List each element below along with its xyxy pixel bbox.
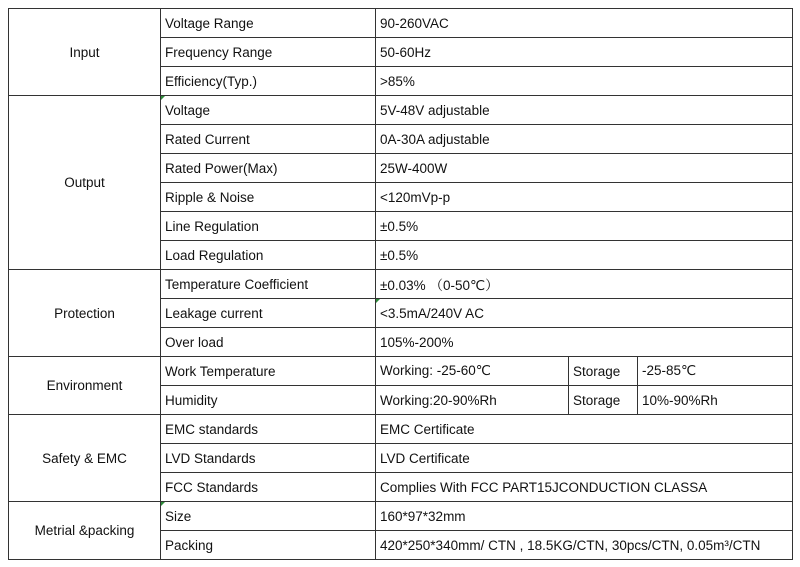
- spec-value: >85%: [376, 67, 793, 96]
- spec-name: Leakage current: [161, 299, 376, 328]
- spec-value: Working: -25-60℃: [376, 357, 569, 386]
- spec-value: <3.5mA/240V AC: [376, 299, 793, 328]
- spec-value: 50-60Hz: [376, 38, 793, 67]
- spec-value: LVD Certificate: [376, 444, 793, 473]
- spec-row: [9, 270, 793, 299]
- spec-value: 160*97*32mm: [376, 502, 793, 531]
- spec-name: Packing: [161, 531, 376, 560]
- spec-value: EMC Certificate: [376, 415, 793, 444]
- spec-value: ±0.03% （0-50℃）: [376, 270, 793, 299]
- spec-name: LVD Standards: [161, 444, 376, 473]
- group-label-input: Input: [9, 9, 161, 96]
- spec-name: Voltage Range: [161, 9, 376, 38]
- spec-value: Working:20-90%Rh: [376, 386, 569, 415]
- spec-row: [9, 9, 793, 38]
- spec-name: EMC standards: [161, 415, 376, 444]
- spec-value: 25W-400W: [376, 154, 793, 183]
- group-label-environment: Environment: [9, 357, 161, 415]
- spec-name: Voltage: [161, 96, 376, 125]
- spec-value: Complies With FCC PART15JCONDUCTION CLASSA: [376, 473, 793, 502]
- spec-name: Rated Current: [161, 125, 376, 154]
- spec-name: FCC Standards: [161, 473, 376, 502]
- spec-row: [9, 415, 793, 444]
- spec-value: 420*250*340mm/ CTN , 18.5KG/CTN, 30pcs/CTN, 0.05m³/CTN: [376, 531, 793, 560]
- spec-name: Humidity: [161, 386, 376, 415]
- spec-name: Rated Power(Max): [161, 154, 376, 183]
- group-label-safety: Safety & EMC: [9, 415, 161, 502]
- spec-row: [9, 357, 793, 386]
- spec-name: Load Regulation: [161, 241, 376, 270]
- spec-sub-label: Storage: [569, 386, 638, 415]
- spec-value: <120mVp-p: [376, 183, 793, 212]
- spec-name: Frequency Range: [161, 38, 376, 67]
- spec-value: ±0.5%: [376, 212, 793, 241]
- spec-name: Ripple & Noise: [161, 183, 376, 212]
- spec-sub-label: Storage: [569, 357, 638, 386]
- spec-sub-value: 10%-90%Rh: [638, 386, 793, 415]
- group-label-output: Output: [9, 96, 161, 270]
- spec-row: [9, 502, 793, 531]
- spec-name: Line Regulation: [161, 212, 376, 241]
- spec-name: Efficiency(Typ.): [161, 67, 376, 96]
- spec-name: Temperature Coefficient: [161, 270, 376, 299]
- spec-name: Work Temperature: [161, 357, 376, 386]
- spec-value: ±0.5%: [376, 241, 793, 270]
- spec-sub-value: -25-85℃: [638, 357, 793, 386]
- spec-table: [8, 8, 793, 560]
- spec-name: Over load: [161, 328, 376, 357]
- spec-value: 105%-200%: [376, 328, 793, 357]
- spec-row: [9, 96, 793, 125]
- spec-value: 0A-30A adjustable: [376, 125, 793, 154]
- spec-value: 5V-48V adjustable: [376, 96, 793, 125]
- spec-name: Size: [161, 502, 376, 531]
- group-label-protection: Protection: [9, 270, 161, 357]
- group-label-packing: Metrial &packing: [9, 502, 161, 560]
- spec-value: 90-260VAC: [376, 9, 793, 38]
